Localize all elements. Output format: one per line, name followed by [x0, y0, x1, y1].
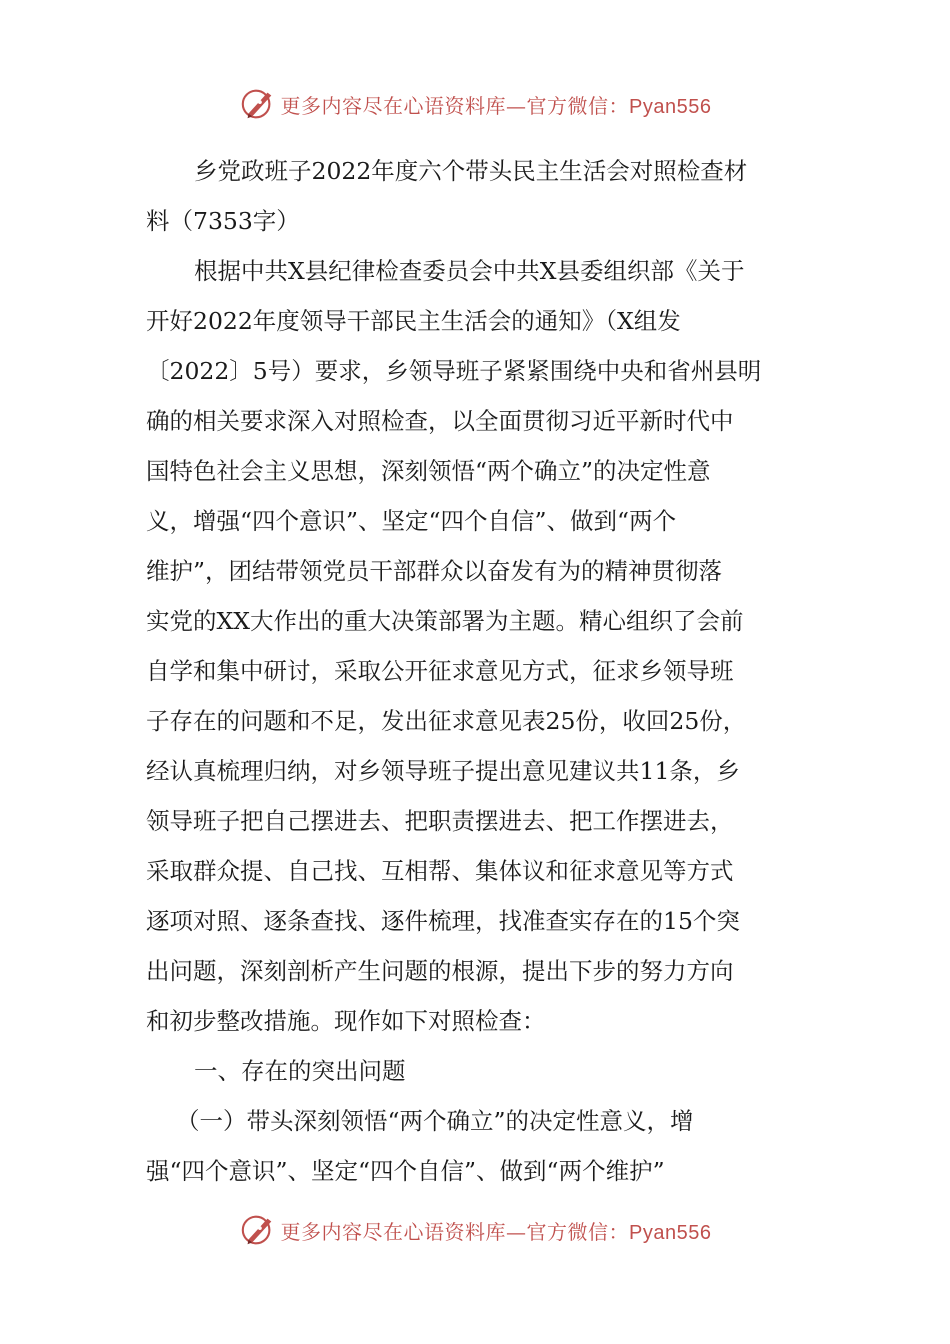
paragraph-line: 自学和集中研讨，采取公开征求意见方式，征求乡领导班 [146, 657, 734, 685]
paragraph-line: 采取群众提、自己找、互相帮、集体议和征求意见等方式 [146, 857, 734, 885]
paragraph-line: 实党的XX大作出的重大决策部署为主题。精心组织了会前 [146, 607, 744, 635]
title-line-1: 乡党政班子2022年度六个带头民主生活会对照检查材 [194, 157, 748, 185]
footer-banner [0, 1210, 950, 1250]
banner-text: 更多内容尽在心语资料库—官方微信：Pyan556 [280, 93, 712, 118]
paragraph-line: 〔2022〕5号）要求，乡领导班子紧紧围绕中央和省州县明 [146, 357, 762, 385]
section-heading: 一、存在的突出问题 [194, 1057, 406, 1085]
paragraph-line: 维护”，团结带领党员干部群众以奋发有为的精神贯彻落 [146, 557, 723, 585]
paragraph-line: 领导班子把自己摆进去、把职责摆进去、把工作摆进去， [146, 807, 734, 835]
paragraph-line: 国特色社会主义思想，深刻领悟“两个确立”的决定性意 [146, 457, 711, 485]
paragraph-line: 子存在的问题和不足，发出征求意见表25份，收回25份， [146, 707, 747, 735]
paragraph-line: 逐项对照、逐条查找、逐件梳理，找准查实存在的15个突 [146, 907, 740, 935]
paragraph-line: 确的相关要求深入对照检查，以全面贯彻习近平新时代中 [146, 407, 734, 435]
paragraph-line: 开好2022年度领导干部民主生活会的通知》（X组发 [146, 307, 681, 335]
paragraph-line: 和初步整改措施。现作如下对照检查： [146, 1007, 546, 1035]
paragraph-line: 根据中共X县纪律检查委员会中共X县委组织部《关于 [194, 257, 745, 285]
paragraph-line: 出问题，深刻剖析产生问题的根源，提出下步的努力方向 [146, 957, 734, 985]
subsection-heading-line: （一）带头深刻领悟“两个确立”的决定性意义，增 [176, 1107, 694, 1135]
subsection-heading-line: 强“四个意识”、坚定“四个自信”、做到“两个维护” [146, 1157, 665, 1185]
pen-circle-logo-icon [239, 85, 277, 123]
document-body [146, 146, 808, 1196]
header-banner [0, 84, 950, 124]
pen-circle-logo-icon [239, 1211, 277, 1249]
paragraph-line: 经认真梳理归纳，对乡领导班子提出意见建议共11条，乡 [146, 757, 740, 785]
paragraph-line: 义，增强“四个意识”、坚定“四个自信”、做到“两个 [146, 507, 677, 535]
title-line-2: 料（7353字） [146, 207, 300, 235]
banner-text: 更多内容尽在心语资料库—官方微信：Pyan556 [280, 1219, 712, 1244]
